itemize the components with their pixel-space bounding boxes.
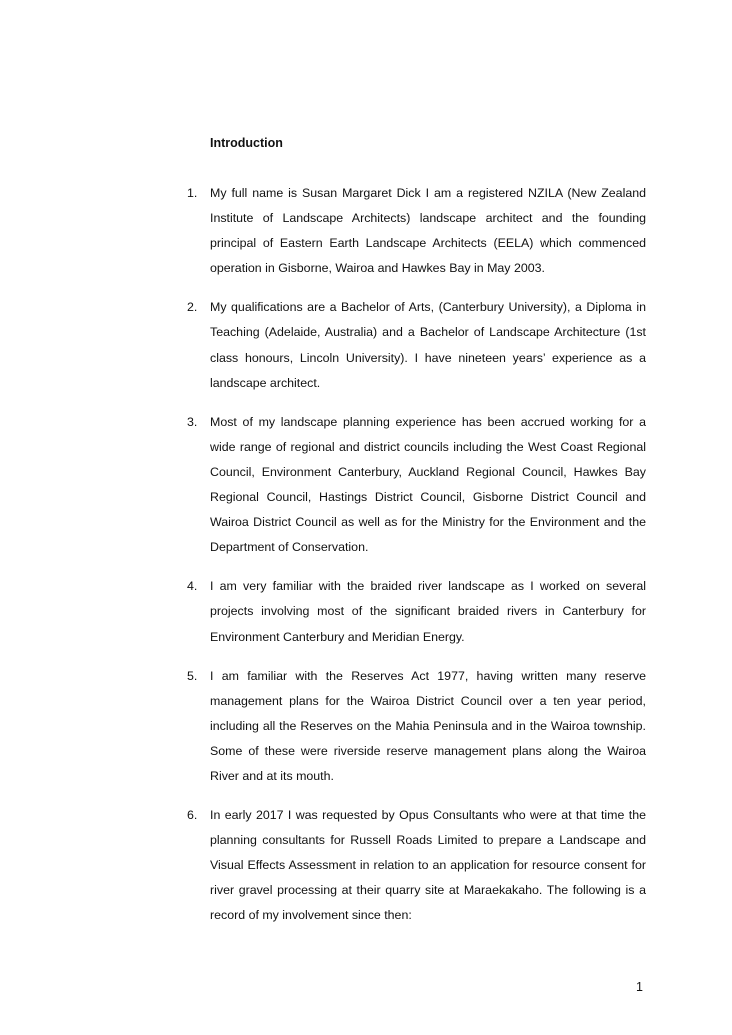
paragraph-number: 6. <box>187 808 198 823</box>
paragraph-number: 3. <box>187 414 198 429</box>
paragraph-text: In early 2017 I was requested by Opus Consultants who were at that time the planning consultants for Russell Roads Limited to prepare a Landscape and Visual Effects Assessment in relation to an application for resource consent for river gravel processing at their quarry site at Maraekakaho. The following is a record of my involvement since then: <box>210 808 646 923</box>
paragraph-text: I am familiar with the Reserves Act 1977, having written many reserve management plans for the Wairoa District Council over a ten year period, including all the Reserves on the Mahia Peninsula and in the Wairoa township. Some of these were riverside reserve management plans along the Wairoa River and at its mouth. <box>210 668 646 783</box>
paragraph-text: My qualifications are a Bachelor of Arts, (Canterbury University), a Diploma in Teaching (Adelaide, Australia) and a Bachelor of Landscape Architecture (1st class honours, Lincoln University). I have nineteen years’ experience as a landscape architect. <box>210 300 646 390</box>
section-heading: Introduction <box>210 136 283 150</box>
paragraph-1 <box>184 181 646 281</box>
paragraph-number: 4. <box>187 579 198 594</box>
paragraph-6 <box>184 803 646 928</box>
paragraph-number: 2. <box>187 300 198 315</box>
paragraph-text: My full name is Susan Margaret Dick I am a registered NZILA (New Zealand Institute of Landscape Architects) landscape architect and the founding principal of Eastern Earth Landscape Architects (EELA) which commenced operation in Gisborne, Wairoa and Hawkes Bay in May 2003. <box>210 186 646 276</box>
paragraph-4 <box>184 574 646 649</box>
paragraph-text: I am very familiar with the braided river landscape as I worked on several projects involving most of the significant braided rivers in Canterbury for Environment Canterbury and Meridian Energy. <box>210 579 646 644</box>
numbered-paragraph-list <box>184 181 646 943</box>
paragraph-number: 5. <box>187 668 198 683</box>
paragraph-2 <box>184 295 646 395</box>
paragraph-5 <box>184 664 646 789</box>
paragraph-number: 1. <box>187 186 198 200</box>
page-number: 1 <box>636 980 643 994</box>
paragraph-3 <box>184 410 646 561</box>
paragraph-text: Most of my landscape planning experience has been accrued working for a wide range of regional and district councils including the West Coast Regional Council, Environment Canterbury, Auckland Regional Council, Hawkes Bay Regional Council, Hastings District Council, Gisborne District Council and Wairoa District Council as well as for the Ministry for the Environment and the Department of Conservation. <box>210 414 646 555</box>
